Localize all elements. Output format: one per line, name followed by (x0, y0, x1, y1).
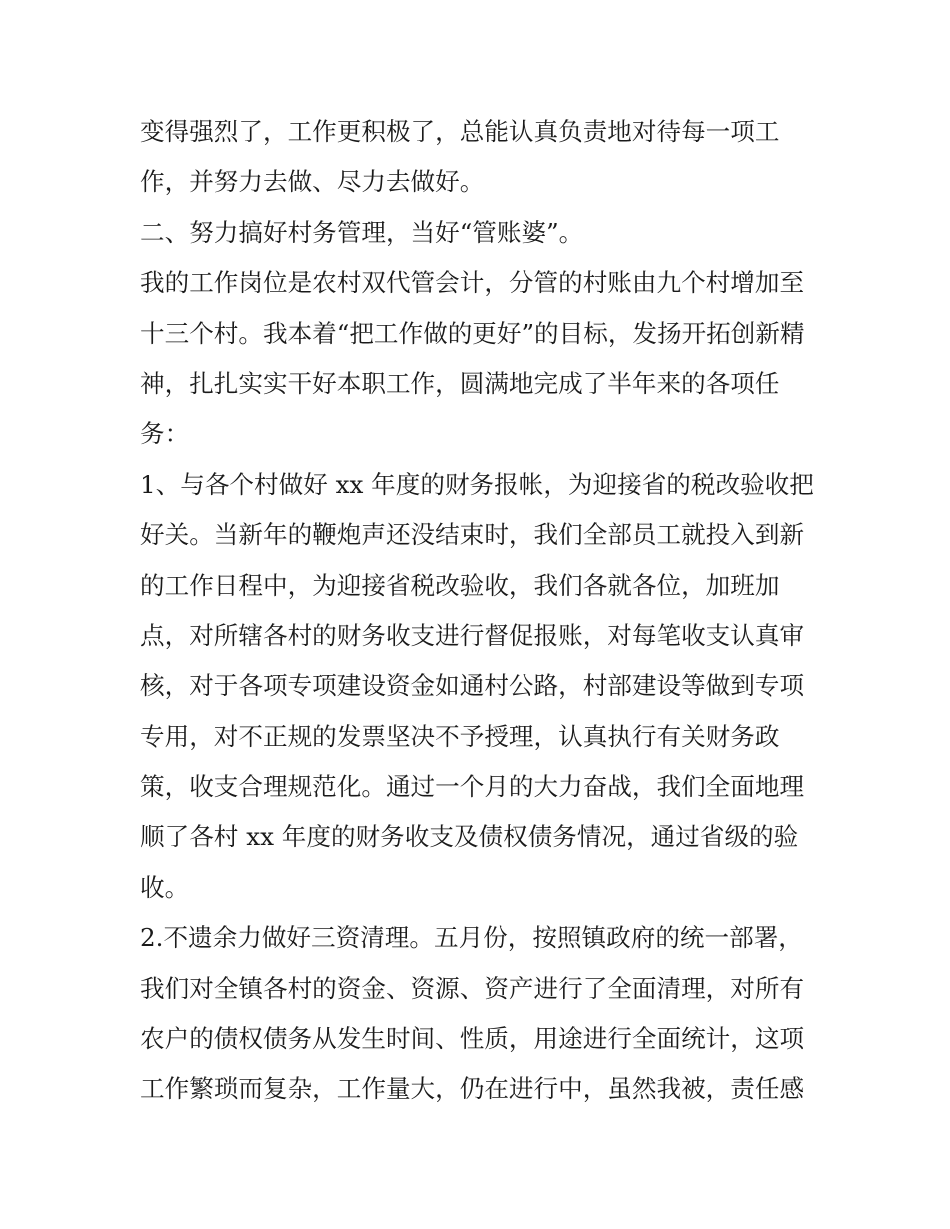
text-line: 我的工作岗位是农村双代管会计，分管的村账由九个村增加至 (140, 268, 805, 298)
body-text (140, 107, 840, 1115)
text-line: 专用，对不正规的发票坚决不予授理，认真执行有关财务政 (140, 721, 780, 751)
text-line: 神，扎扎实实干好本职工作，圆满地完成了半年来的各项任 (140, 368, 780, 398)
text-line: 顺了各村 xx 年度的财务收支及债权债务情况，通过省级的验 (140, 822, 799, 852)
section-heading: 二、努力搞好村务管理，当好“管账婆”。 (140, 217, 584, 247)
text-line: 的工作日程中，为迎接省税改验收，我们各就各位，加班加 (140, 570, 780, 600)
text-line: 变得强烈了，工作更积极了，总能认真负责地对待每一项工 (140, 117, 780, 146)
text-line: 好关。当新年的鞭炮声还没结束时，我们全部员工就投入到新 (140, 520, 805, 550)
text-line: 作，并努力去做、尽力去做好。 (140, 167, 485, 197)
text-line: 核，对于各项专项建设资金如通村公路，村部建设等做到专项 (140, 671, 805, 701)
text-line: 收。 (140, 872, 190, 902)
text-line: 工作繁琐而复杂，工作量大，仍在进行中，虽然我被，责任感 (140, 1074, 805, 1104)
text-line: 农户的债权债务从发生时间、性质，用途进行全面统计，这项 (140, 1024, 805, 1054)
text-line: 我们对全镇各村的资金、资源、资产进行了全面清理，对所有 (140, 973, 805, 1003)
text-line: 务： (140, 419, 190, 449)
text-line: 策，收支合理规范化。通过一个月的大力奋战，我们全面地理 (140, 772, 805, 802)
text-line: 点，对所辖各村的财务收支进行督促报账，对每笔收支认真审 (140, 620, 805, 650)
list-item-2: 2.不遗余力做好三资清理。五月份，按照镇政府的统一部署， (140, 923, 803, 953)
text-line: 十三个村。我本着“把工作做的更好”的目标，发扬开拓创新精 (140, 318, 805, 348)
list-item-1: 1、与各个村做好 xx 年度的财务报帐，为迎接省的税改验收把 (140, 469, 814, 499)
